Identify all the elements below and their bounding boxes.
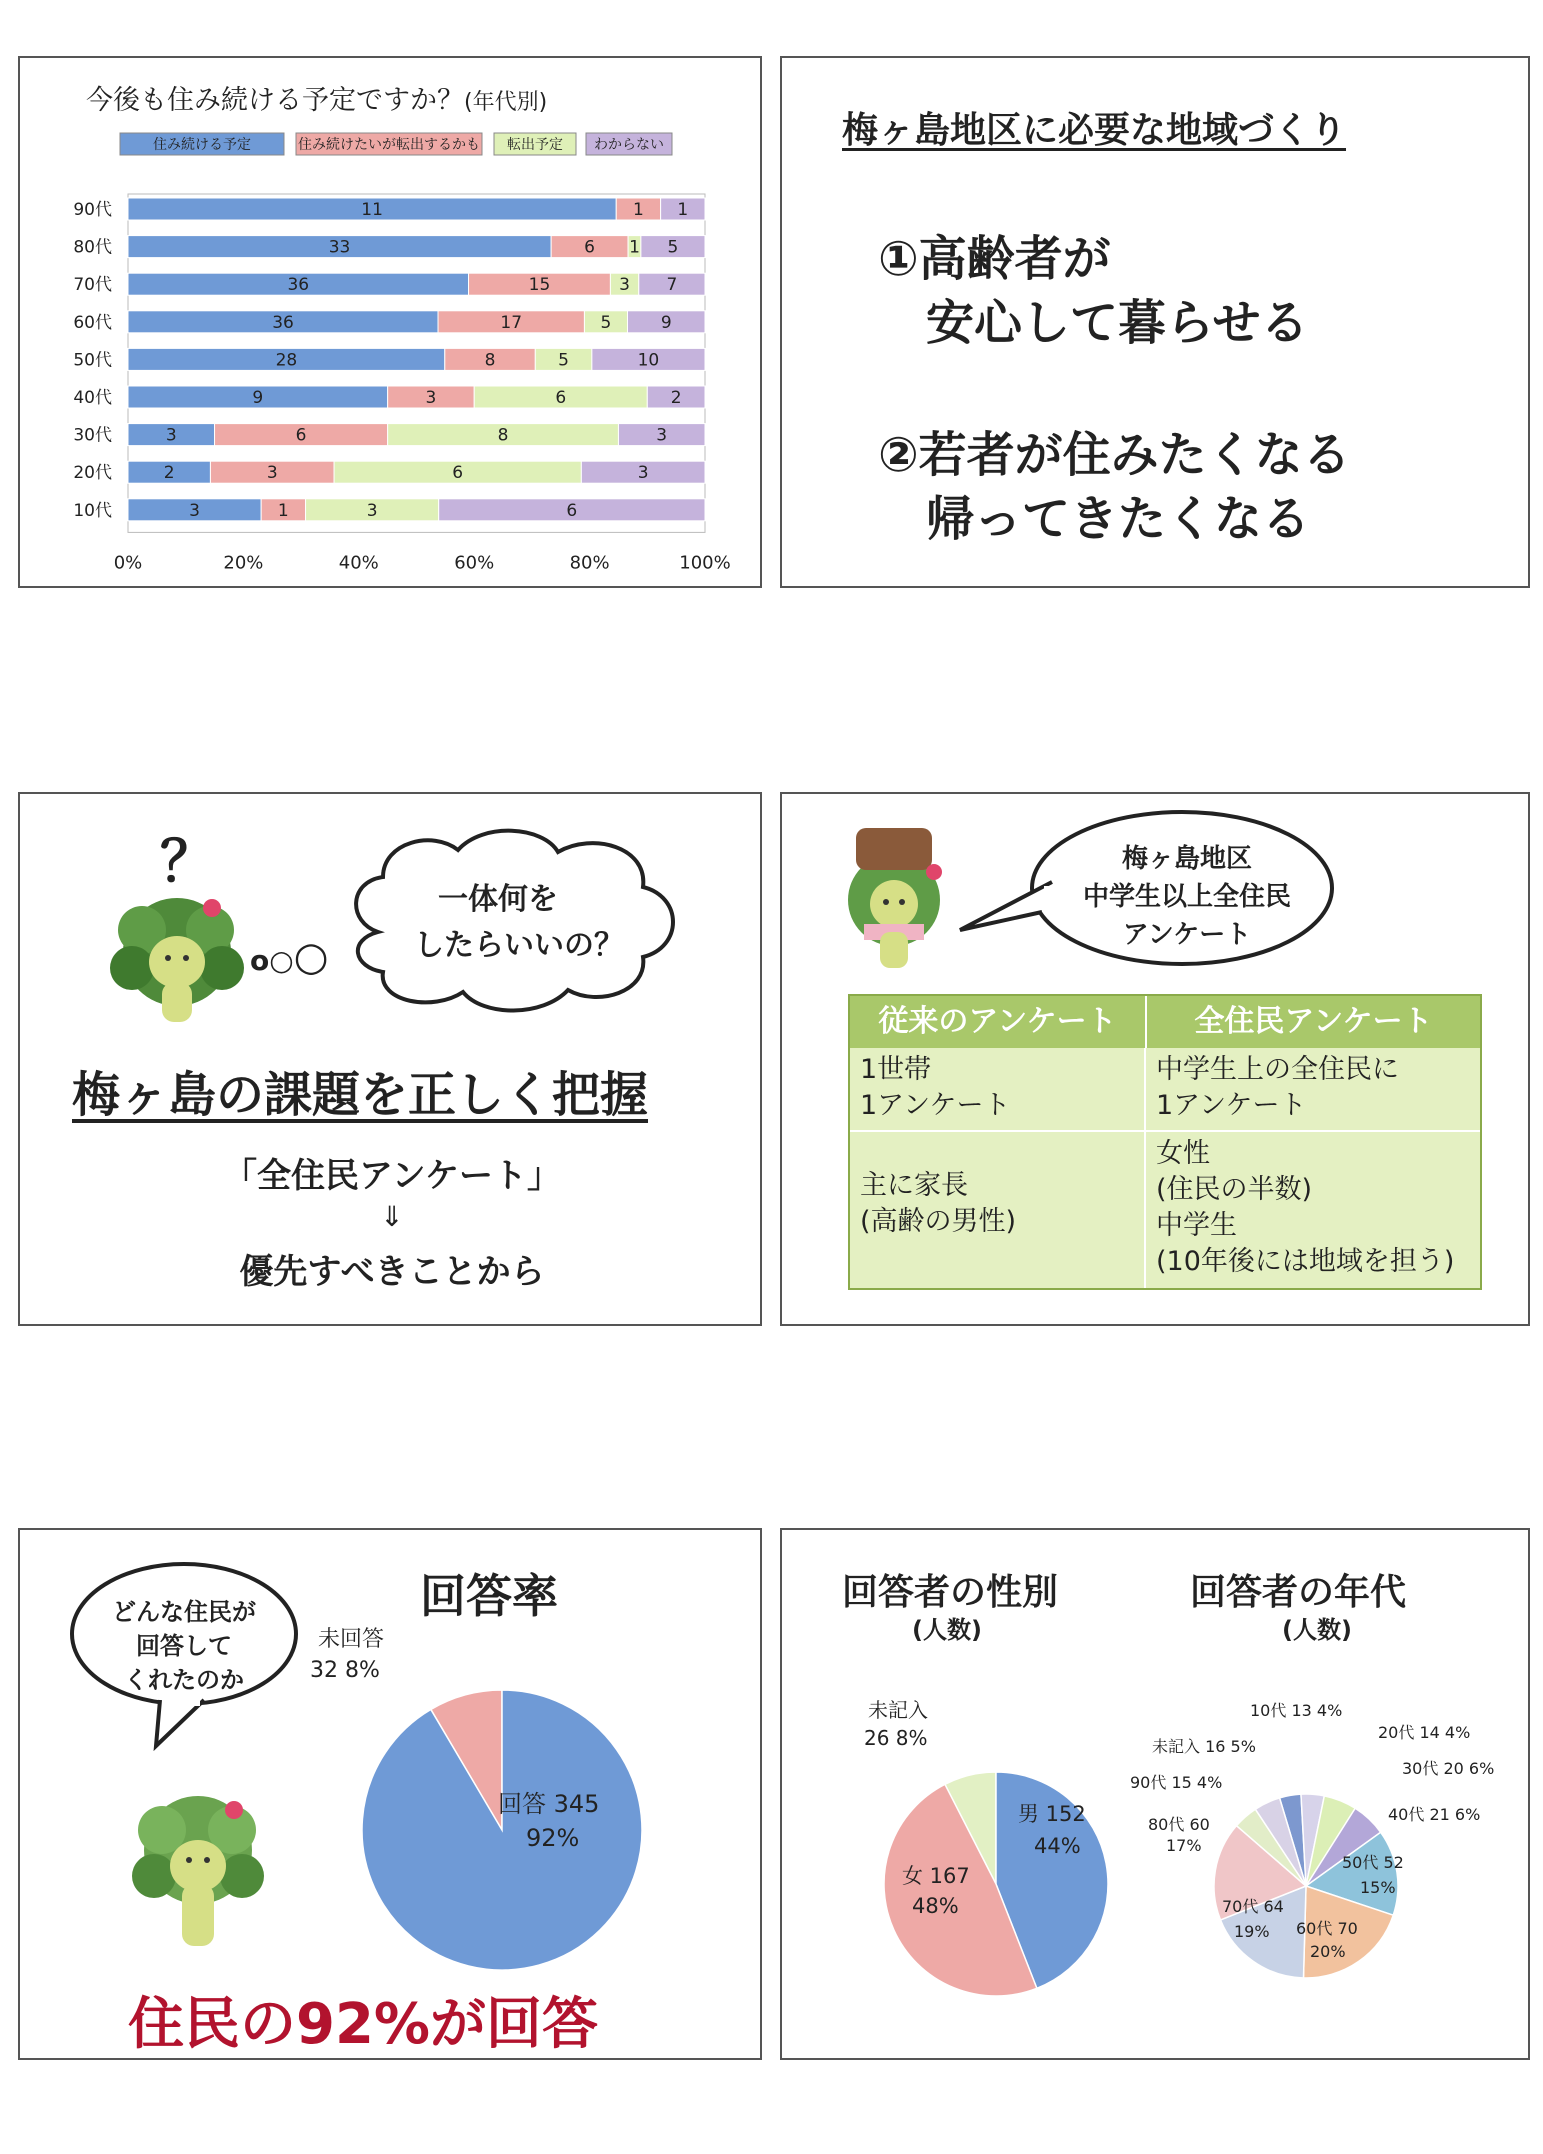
label-answered-pct: 92% xyxy=(526,1824,580,1852)
data-label: 5 xyxy=(558,350,569,371)
data-label: 28 xyxy=(275,350,298,371)
category-label: 70代 xyxy=(73,275,112,296)
category-label: 30代 xyxy=(73,425,112,446)
table-row xyxy=(850,1132,1480,1288)
cell-left xyxy=(850,1048,1146,1130)
data-label: 9 xyxy=(252,388,264,408)
data-label: 36 xyxy=(272,312,294,333)
headline: 梅ヶ島の課題を正しく把握 xyxy=(72,1067,649,1123)
data-label: 3 xyxy=(189,500,200,521)
data-label: 3 xyxy=(637,463,649,484)
slide2-title: 梅ヶ島地区に必要な地域づくり xyxy=(842,110,1347,151)
data-label: 1 xyxy=(633,200,644,220)
legend-item xyxy=(296,133,482,155)
category-label: 50代 xyxy=(73,350,112,371)
data-label: 1 xyxy=(677,200,689,220)
age-label-80a: 80代 60 xyxy=(1148,1815,1210,1834)
chart-title-suffix: (年代別) xyxy=(464,90,548,115)
cell-line: 主に家長 xyxy=(860,1170,968,1201)
data-label: 3 xyxy=(165,425,177,446)
age-title: 回答者の年代 xyxy=(1190,1572,1407,1613)
legend-item xyxy=(586,133,672,155)
legend-label: 住み続ける予定 xyxy=(153,137,251,153)
data-label: 7 xyxy=(666,275,678,296)
data-label: 1 xyxy=(277,500,289,521)
slide-grasp-issues xyxy=(18,792,762,1326)
table-row xyxy=(850,1048,1480,1132)
age-label-50a: 50代 52 xyxy=(1342,1853,1404,1872)
gender-subtitle: (人数) xyxy=(912,1616,982,1644)
category-label: 80代 xyxy=(73,237,112,258)
age-label-20: 20代 14 4% xyxy=(1378,1723,1471,1742)
data-label: 6 xyxy=(555,388,567,408)
slide-respondents xyxy=(780,1528,1530,2060)
label-unanswered-value: 32 8% xyxy=(310,1658,380,1683)
cell-right xyxy=(1146,1132,1480,1288)
category-label: 10代 xyxy=(73,500,112,521)
cell-left xyxy=(850,1132,1146,1288)
headline: 住民の92%が回答 xyxy=(128,1992,599,2057)
age-subtitle: (人数) xyxy=(1282,1616,1352,1644)
sub-priority: 優先すべきことから xyxy=(239,1252,545,1292)
label-answered: 回答 345 xyxy=(498,1790,600,1818)
category-label: 90代 xyxy=(73,200,112,220)
pie-title: 回答率 xyxy=(420,1569,558,1623)
table-header-row xyxy=(850,996,1480,1048)
x-tick-label: 60% xyxy=(454,552,495,574)
bubble-line2: したらいいの？ xyxy=(414,928,624,963)
cell-line: 中学生 xyxy=(1156,1210,1237,1241)
gender-unrec-label: 未記入 xyxy=(868,1698,928,1722)
data-label: 17 xyxy=(500,312,523,333)
age-label-70b: 19% xyxy=(1234,1922,1270,1941)
bubble-line2: 中学生以上全住民 xyxy=(1082,882,1291,912)
data-label: 11 xyxy=(361,200,383,220)
data-label: 6 xyxy=(452,463,464,484)
cell-line: (10年後には地域を担う) xyxy=(1156,1246,1455,1277)
data-label: 9 xyxy=(660,312,672,333)
thought-dot-large: ○ xyxy=(293,934,329,980)
comparison-table xyxy=(848,994,1482,1290)
response-pie-chart xyxy=(352,1680,652,1980)
gender-title: 回答者の性別 xyxy=(842,1572,1059,1613)
legend-label: わからない xyxy=(594,137,664,153)
gender-male-pct: 44% xyxy=(1034,1834,1081,1858)
slide-response-rate xyxy=(18,1528,762,2060)
age-label-50b: 15% xyxy=(1360,1878,1396,1897)
cell-line: 1世帯 xyxy=(860,1054,932,1085)
data-label: 3 xyxy=(366,500,378,521)
label-unanswered: 未回答 xyxy=(318,1627,385,1652)
x-tick-label: 100% xyxy=(679,552,731,574)
gender-male-label: 男 152 xyxy=(1018,1802,1086,1826)
legend-label: 転出予定 xyxy=(507,137,563,153)
bubble-line3: くれたのか xyxy=(124,1666,244,1694)
chart-title-main: 今後も住み続ける予定ですか？ xyxy=(86,85,464,116)
legend-item xyxy=(120,133,284,155)
thought-dots-small: o○ xyxy=(250,944,294,977)
cell-line: (住民の半数) xyxy=(1156,1174,1313,1205)
legend-label: 住み続けたいが転出するかも xyxy=(298,137,480,153)
data-label: 2 xyxy=(163,463,175,484)
data-label: 36 xyxy=(287,275,310,296)
data-label: 2 xyxy=(670,388,682,408)
mascot-character xyxy=(102,890,252,1040)
age-label-70a: 70代 64 xyxy=(1222,1897,1284,1916)
thought-dots xyxy=(250,934,329,980)
bubble-line1: 一体何を xyxy=(438,882,558,917)
item2-line2: 帰ってきたくなる xyxy=(926,491,1311,547)
data-label: 6 xyxy=(566,500,578,521)
bubble-line2: 回答して xyxy=(136,1632,232,1660)
gender-female-label: 女 167 xyxy=(902,1864,970,1888)
cell-line: 女性 xyxy=(1156,1138,1210,1169)
data-label: 3 xyxy=(619,275,631,296)
data-label: 5 xyxy=(667,237,679,258)
data-label: 3 xyxy=(656,425,668,446)
x-tick-label: 40% xyxy=(338,552,379,574)
data-label: 6 xyxy=(295,425,307,446)
category-label: 60代 xyxy=(73,312,112,333)
bubble-line1: 梅ヶ島地区 xyxy=(1122,844,1253,874)
cell-line: 1アンケート xyxy=(860,1090,1011,1121)
bubble-line3: アンケート xyxy=(1122,920,1252,950)
age-label-40: 40代 21 6% xyxy=(1388,1805,1481,1824)
cell-line: (高齢の男性) xyxy=(860,1206,1017,1237)
sub-survey: 「全住民アンケート」 xyxy=(223,1156,561,1196)
age-label-90: 90代 15 4% xyxy=(1130,1773,1223,1792)
data-label: 33 xyxy=(328,237,351,258)
stacked-bar-chart xyxy=(20,58,762,588)
cell-line: 中学生上の全住民に xyxy=(1156,1054,1399,1085)
data-label: 10 xyxy=(637,350,660,371)
mascot-with-hat xyxy=(834,820,954,970)
data-label: 8 xyxy=(497,425,509,446)
x-tick-label: 0% xyxy=(113,552,143,574)
item2-line1: ②若者が住みたくなる xyxy=(878,427,1351,483)
x-tick-label: 80% xyxy=(569,552,610,574)
age-label-80b: 17% xyxy=(1166,1836,1202,1855)
cell-line: 1アンケート xyxy=(1156,1090,1307,1121)
age-label-30: 30代 20 6% xyxy=(1402,1759,1495,1778)
data-label: 8 xyxy=(484,350,496,371)
pie-slice xyxy=(362,1690,642,1970)
data-label: 5 xyxy=(600,312,612,333)
gender-female-pct: 48% xyxy=(912,1894,959,1918)
header-conventional: 従来のアンケート xyxy=(850,996,1147,1048)
category-label: 20代 xyxy=(73,463,112,484)
slide-survey-compare xyxy=(780,792,1530,1326)
item1-line2: 安心して暮らせる xyxy=(926,295,1309,351)
x-tick-label: 20% xyxy=(223,552,264,574)
slide-age-stacked-bar xyxy=(18,56,762,588)
age-label-60b: 20% xyxy=(1310,1942,1346,1961)
age-label-60a: 60代 70 xyxy=(1296,1919,1358,1938)
down-arrow: ⇓ xyxy=(380,1200,404,1233)
category-label: 40代 xyxy=(73,388,112,408)
slide-needed-community xyxy=(780,56,1530,588)
cell-right xyxy=(1146,1048,1480,1130)
age-label-10: 10代 13 4% xyxy=(1250,1701,1343,1720)
gender-unrec-value: 26 8% xyxy=(864,1726,928,1750)
data-label: 3 xyxy=(266,463,278,484)
question-mark: ？ xyxy=(160,830,216,895)
data-label: 1 xyxy=(629,237,640,258)
data-label: 3 xyxy=(425,388,437,408)
data-label: 6 xyxy=(584,237,596,258)
age-label-unrec: 未記入 16 5% xyxy=(1152,1737,1256,1756)
data-label: 15 xyxy=(528,275,551,296)
mascot-character xyxy=(128,1784,268,1954)
item1-line1: ①高齢者が xyxy=(878,231,1111,287)
legend-item xyxy=(494,133,576,155)
bubble-line1: どんな住民が xyxy=(112,1598,256,1626)
header-all-residents: 全住民アンケート xyxy=(1194,1004,1433,1039)
